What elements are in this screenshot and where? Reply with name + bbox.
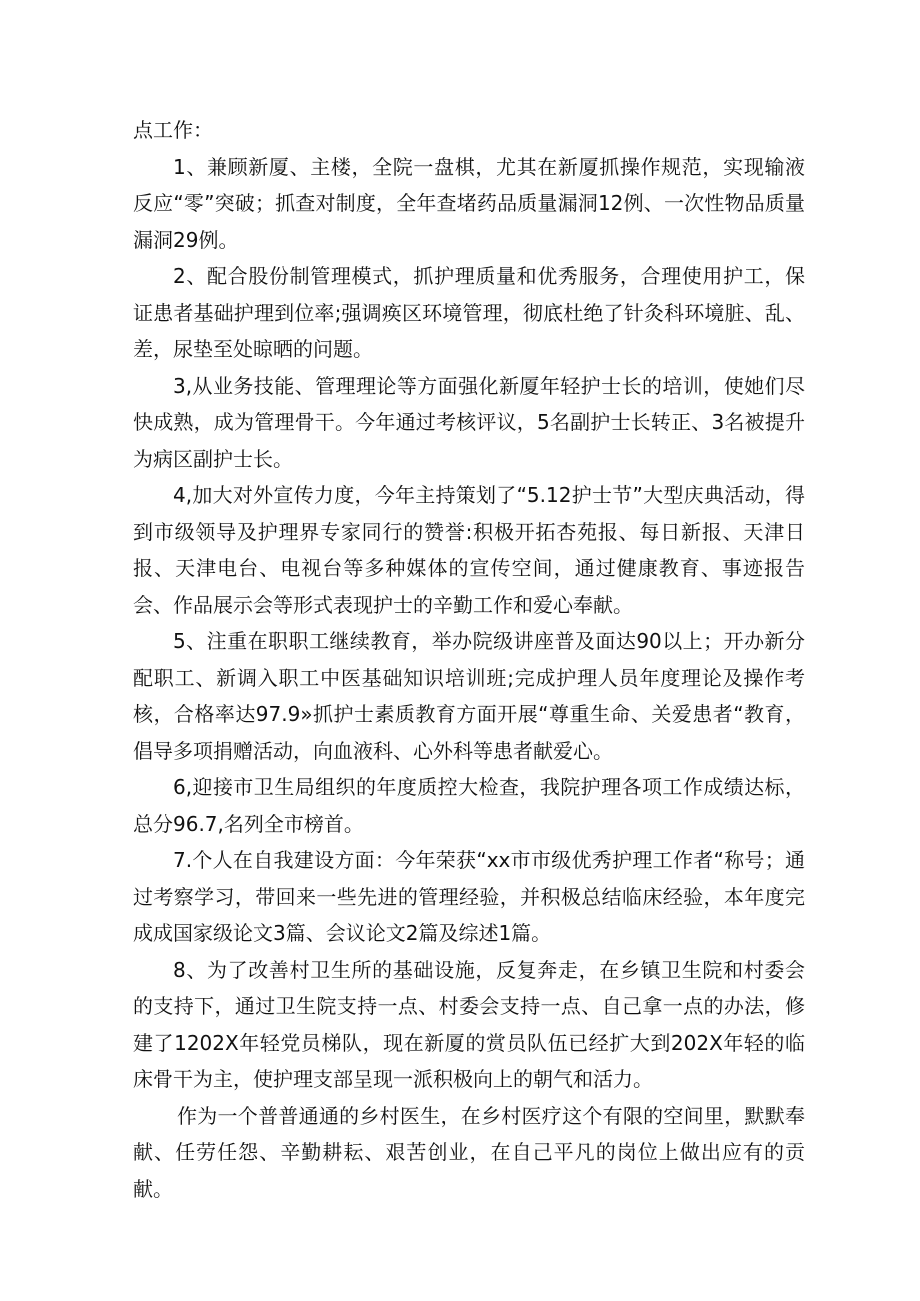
paragraph-item-1: 1、兼顾新厦、主楼，全院一盘棋，尤其在新厦抓操作规范，实现输液反应“零”突破；抓查对制度，全年查堵药品质量漏洞12例、一次性物品质量漏洞29例。 — [133, 154, 805, 252]
paragraph-intro: 点工作： — [133, 118, 213, 142]
paragraph-item-7: 7.个人在自我建设方面：今年荣获“xx市市级优秀护理工作者“称号；通过考察学习，带回来一些先进的管理经验，并积极总结临床经验，本年度完成成国家级论文3篇、会议论文2篇及综述1篇。 — [133, 848, 805, 945]
document-body — [133, 112, 805, 1207]
paragraph-conclusion: 作为一个普普通通的乡村医生，在乡村医疗这个有限的空间里，默默奉献、任劳任怨、辛勤耕耘、艰苦创业，在自己平凡的岗位上做出应有的贡献。 — [133, 1103, 805, 1201]
paragraph-item-3: 3,从业务技能、管理理论等方面强化新厦年轻护士长的培训，使她们尽快成熟，成为管理骨干。今年通过考核评议，5名副护士长转正、3名被提升为病区副护士长。 — [133, 373, 805, 471]
paragraph-item-8: 8、为了改善村卫生所的基础设施，反复奔走，在乡镇卫生院和村委会的支持下，通过卫生院支持一点、村委会支持一点、自己拿一点的办法，修建了1202X年轻党员梯队，现在新厦的赏员队伍已经扩大到202X年轻的临床骨干为主，使护理支部呈现一派积极向上的朝气和活力。 — [133, 957, 805, 1091]
paragraph-item-6: 6,迎接市卫生局组织的年度质控大检查，我院护理各项工作成绩达标，总分96.7,名列全市榜首。 — [133, 775, 805, 836]
paragraph-item-2: 2、配合股份制管理模式，抓护理质量和优秀服务，合理使用护工，保证患者基础护理到位率;强调痪区环境管理，彻底杜绝了针灸科环境脏、乱、差，尿垫至处晾晒的问题。 — [133, 264, 805, 361]
paragraph-item-5: 5、注重在职职工继续教育，举办院级讲座普及面达90以上；开办新分配职工、新调入职工中医基础知识培训班;完成护理人员年度理论及操作考核，合格率达97.9»抓护士素质教育方面开展“尊重生命、关爱患者“教育，倡导多项捐赠活动，向血液科、心外科等患者献爱心。 — [133, 629, 805, 763]
paragraph-item-4: 4,加大对外宣传力度，今年主持策划了“5.12护士节”大型庆典活动，得到市级领导及护理界专家同行的赞誉:积极开拓杏苑报、每日新报、天津日报、天津电台、电视台等多种媒体的宣传空间，通过健康教育、事迹报告会、作品展示会等形式表现护士的辛勤工作和爱心奉献。 — [133, 483, 805, 617]
